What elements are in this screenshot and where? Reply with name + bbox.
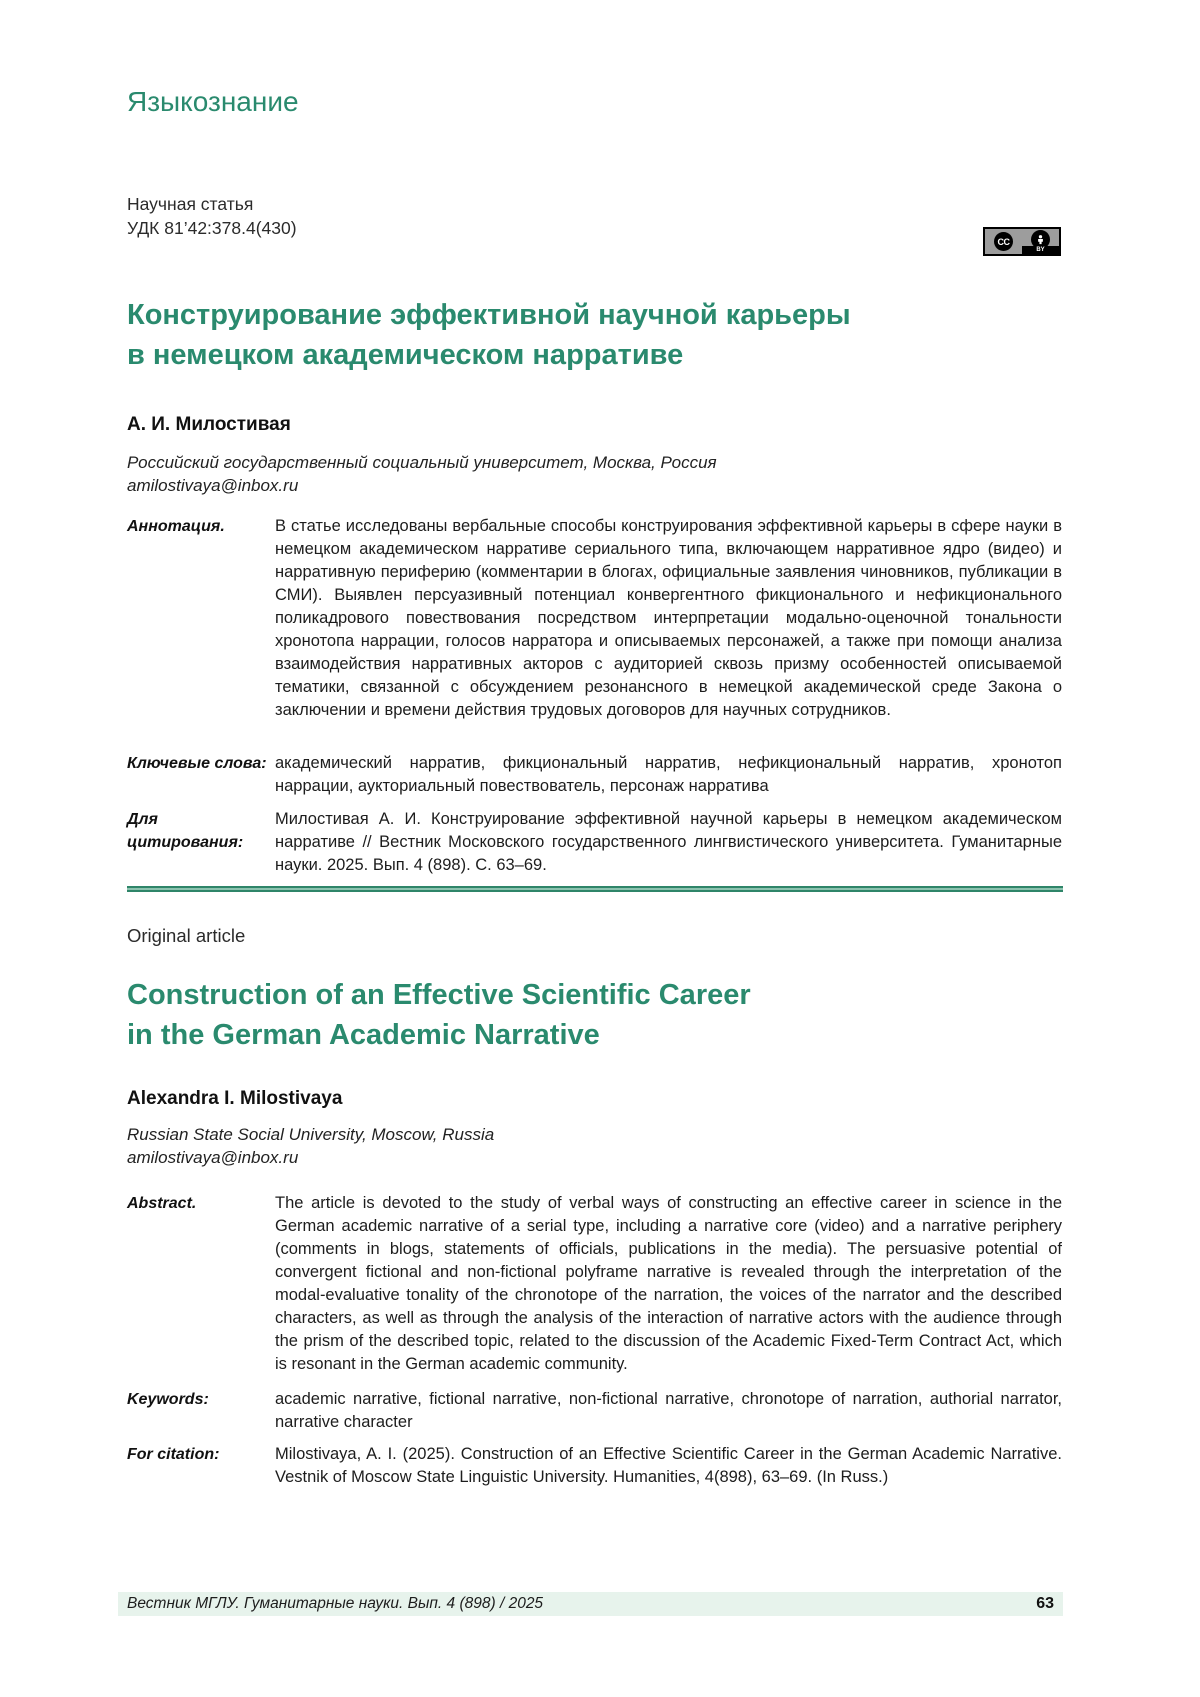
title-en-line1: Construction of an Effective Scientific Career bbox=[127, 979, 751, 1011]
keywords-text-en: academic narrative, fictional narrative, non-fictional narrative, chronotope of narration, authorial narrator, narrative character bbox=[275, 1390, 1062, 1431]
article-type-english: Original article bbox=[127, 925, 246, 946]
title-en-line2: in the German Academic Narrative bbox=[127, 1019, 600, 1051]
footer-page-number: 63 bbox=[1036, 1595, 1054, 1612]
citation-section-english bbox=[127, 1443, 1062, 1489]
article-type-ru: Научная статья bbox=[127, 194, 254, 214]
abstract-section-russian bbox=[127, 515, 1062, 722]
abstract-label-ru: Аннотация. bbox=[127, 518, 225, 535]
article-meta bbox=[127, 192, 297, 240]
citation-text-en: Milostivaya, A. I. (2025). Construction of an Effective Scientific Career in the German Academic Narrative. Vestnik of Moscow State Linguistic University. Humanities, 4(898), 63–69. (In Russ.) bbox=[275, 1445, 1062, 1486]
abstract-text-en: The article is devoted to the study of verbal ways of constructing an effective career in science in the German academic narrative of a serial type, including a narrative core (video) and a narrative periphery (comments in blogs, statements of officials, publications in the media). The persuasive potential of convergent fictional and non-fictional polyframe narrative is revealed through the interpretation of the modal-evaluative tonality of the chronotope of the narration, the voices of the narrator and the described characters, as well as through the analysis of the interaction of narrative actors with the audience through the prism of the described topic, related to the discussion of the Academic Fixed-Term Contract Act, which is resonant in the German academic community. bbox=[275, 1194, 1062, 1373]
cc-person-icon bbox=[1022, 229, 1059, 254]
abstract-text-ru: В статье исследованы вербальные способы конструирования эффективной карьеры в сфере науки в немецком академическом нарративе сериального типа, включающем нарративное ядро (видео) и нарративную периферию (комментарии в блогах, официальные заявления чиновников, публикации в СМИ). Выявлен персуазивный потенциал конвергентного фикционального и нефикционального поликадрового повествования посредством интерпретации модально-оценочной тональности хронотопа наррации, голосов нарратора и описываемых персонажей, а также при помощи анализа взаимодействия нарративных акторов с аудиторией сквозь призму особенностей описываемой тематики, связанной с обсуждением резонансного в немецкой академической среде Закона о заключении и времени действия трудовых договоров для научных сотрудников. bbox=[275, 517, 1062, 719]
keywords-section-english bbox=[127, 1388, 1062, 1434]
author-name-english: Alexandra I. Milostivaya bbox=[127, 1088, 343, 1109]
author-affiliation-russian bbox=[127, 451, 717, 497]
citation-label-ru: Для цитирования: bbox=[127, 811, 244, 851]
abstract-label-en: Abstract. bbox=[127, 1195, 197, 1212]
section-rubric: Языкознание bbox=[127, 86, 299, 117]
article-title-english bbox=[127, 975, 751, 1055]
author-email-ru: amilostivaya@inbox.ru bbox=[127, 476, 299, 495]
section-divider-rule bbox=[127, 886, 1063, 892]
abstract-section-english bbox=[127, 1192, 1062, 1376]
title-ru-line2: в немецком академическом нарративе bbox=[127, 339, 684, 371]
author-affiliation-english bbox=[127, 1123, 494, 1169]
citation-section-russian bbox=[127, 808, 1062, 877]
article-title-russian bbox=[127, 295, 851, 375]
by-label: BY bbox=[1022, 246, 1059, 254]
affiliation-en: Russian State Social University, Moscow, Russia bbox=[127, 1125, 495, 1144]
keywords-text-ru: академический нарратив, фикциональный нарратив, нефикциональный нарратив, хронотоп наррации, аукториальный повествователь, персонаж нарратива bbox=[275, 754, 1062, 795]
cc-by-license-badge bbox=[983, 227, 1061, 256]
affiliation-ru: Российский государственный социальный университет, Москва, Россия bbox=[127, 453, 717, 472]
footer-journal-title: Вестник МГЛУ. Гуманитарные науки. Вып. 4 (898) / 2025 bbox=[127, 1595, 544, 1612]
citation-text-ru: Милостивая А. И. Конструирование эффективной научной карьеры в немецком академическом нарративе // Вестник Московского государственного лингвистического университета. Гуманитарные науки. 2025. Вып. 4 (898). С. 63–69. bbox=[275, 810, 1062, 874]
author-email-en: amilostivaya@inbox.ru bbox=[127, 1148, 299, 1167]
cc-icon: CC bbox=[985, 229, 1022, 254]
title-ru-line1: Конструирование эффективной научной карьеры bbox=[127, 299, 851, 331]
page-footer bbox=[118, 1592, 1063, 1616]
keywords-label-ru: Ключевые слова: bbox=[127, 755, 267, 772]
person-glyph bbox=[1035, 234, 1046, 245]
keywords-label-en: Keywords: bbox=[127, 1391, 209, 1408]
keywords-section-russian bbox=[127, 752, 1062, 798]
citation-label-en: For citation: bbox=[127, 1446, 220, 1463]
udc-code: УДК 81’42:378.4(430) bbox=[127, 218, 297, 238]
author-name-russian: А. И. Милостивая bbox=[127, 414, 291, 435]
